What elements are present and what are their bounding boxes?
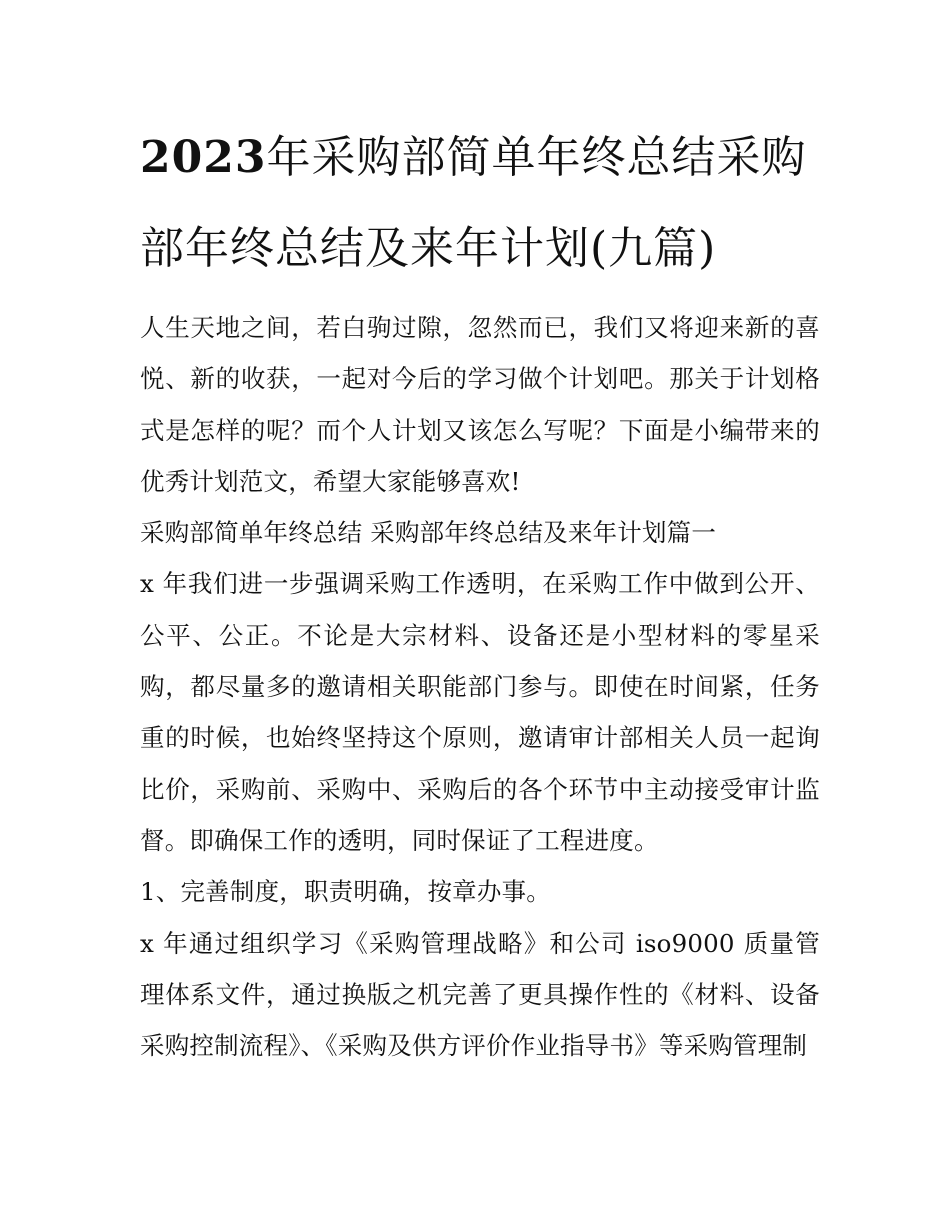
section-heading: 采购部简单年终总结 采购部年终总结及来年计划篇一 xyxy=(140,518,717,548)
list-item-heading: 1、完善制度，职责明确，按章办事。 xyxy=(140,877,551,907)
body-paragraph-transparency: x 年我们进一步强调采购工作透明，在采购工作中做到公开、公平、公正。不论是大宗材料、设备还是小型材料的零星采购，都尽量多的邀请相关职能部门参与。即使在时间紧，任务重的时候，也始终坚持这个原则，邀请审计部相关人员一起询比价，采购前、采购中、采购后的各个环节中主动接受审计监督。即确保工作的透明，同时保证了工程进度。 xyxy=(140,569,820,855)
intro-paragraph: 人生天地之间，若白驹过隙，忽然而已，我们又将迎来新的喜悦、新的收获，一起对今后的学习做个计划吧。那关于计划格式是怎样的呢？而个人计划又该怎么写呢？下面是小编带来的优秀计划范文，希望大家能够喜欢! xyxy=(140,313,820,496)
body-paragraph-system: x 年通过组织学习《采购管理战略》和公司 iso9000 质量管理体系文件，通过换版之机完善了更具操作性的《材料、设备采购控制流程》、《采购及供方评价作业指导书》等采购管理制 xyxy=(140,928,820,1061)
document-body xyxy=(140,112,820,1071)
title-text: 年采购部简单年终总结采购部年终总结及来年计划(九篇) xyxy=(140,132,807,274)
title-year: 2023 xyxy=(140,132,267,183)
document-title xyxy=(140,112,820,294)
